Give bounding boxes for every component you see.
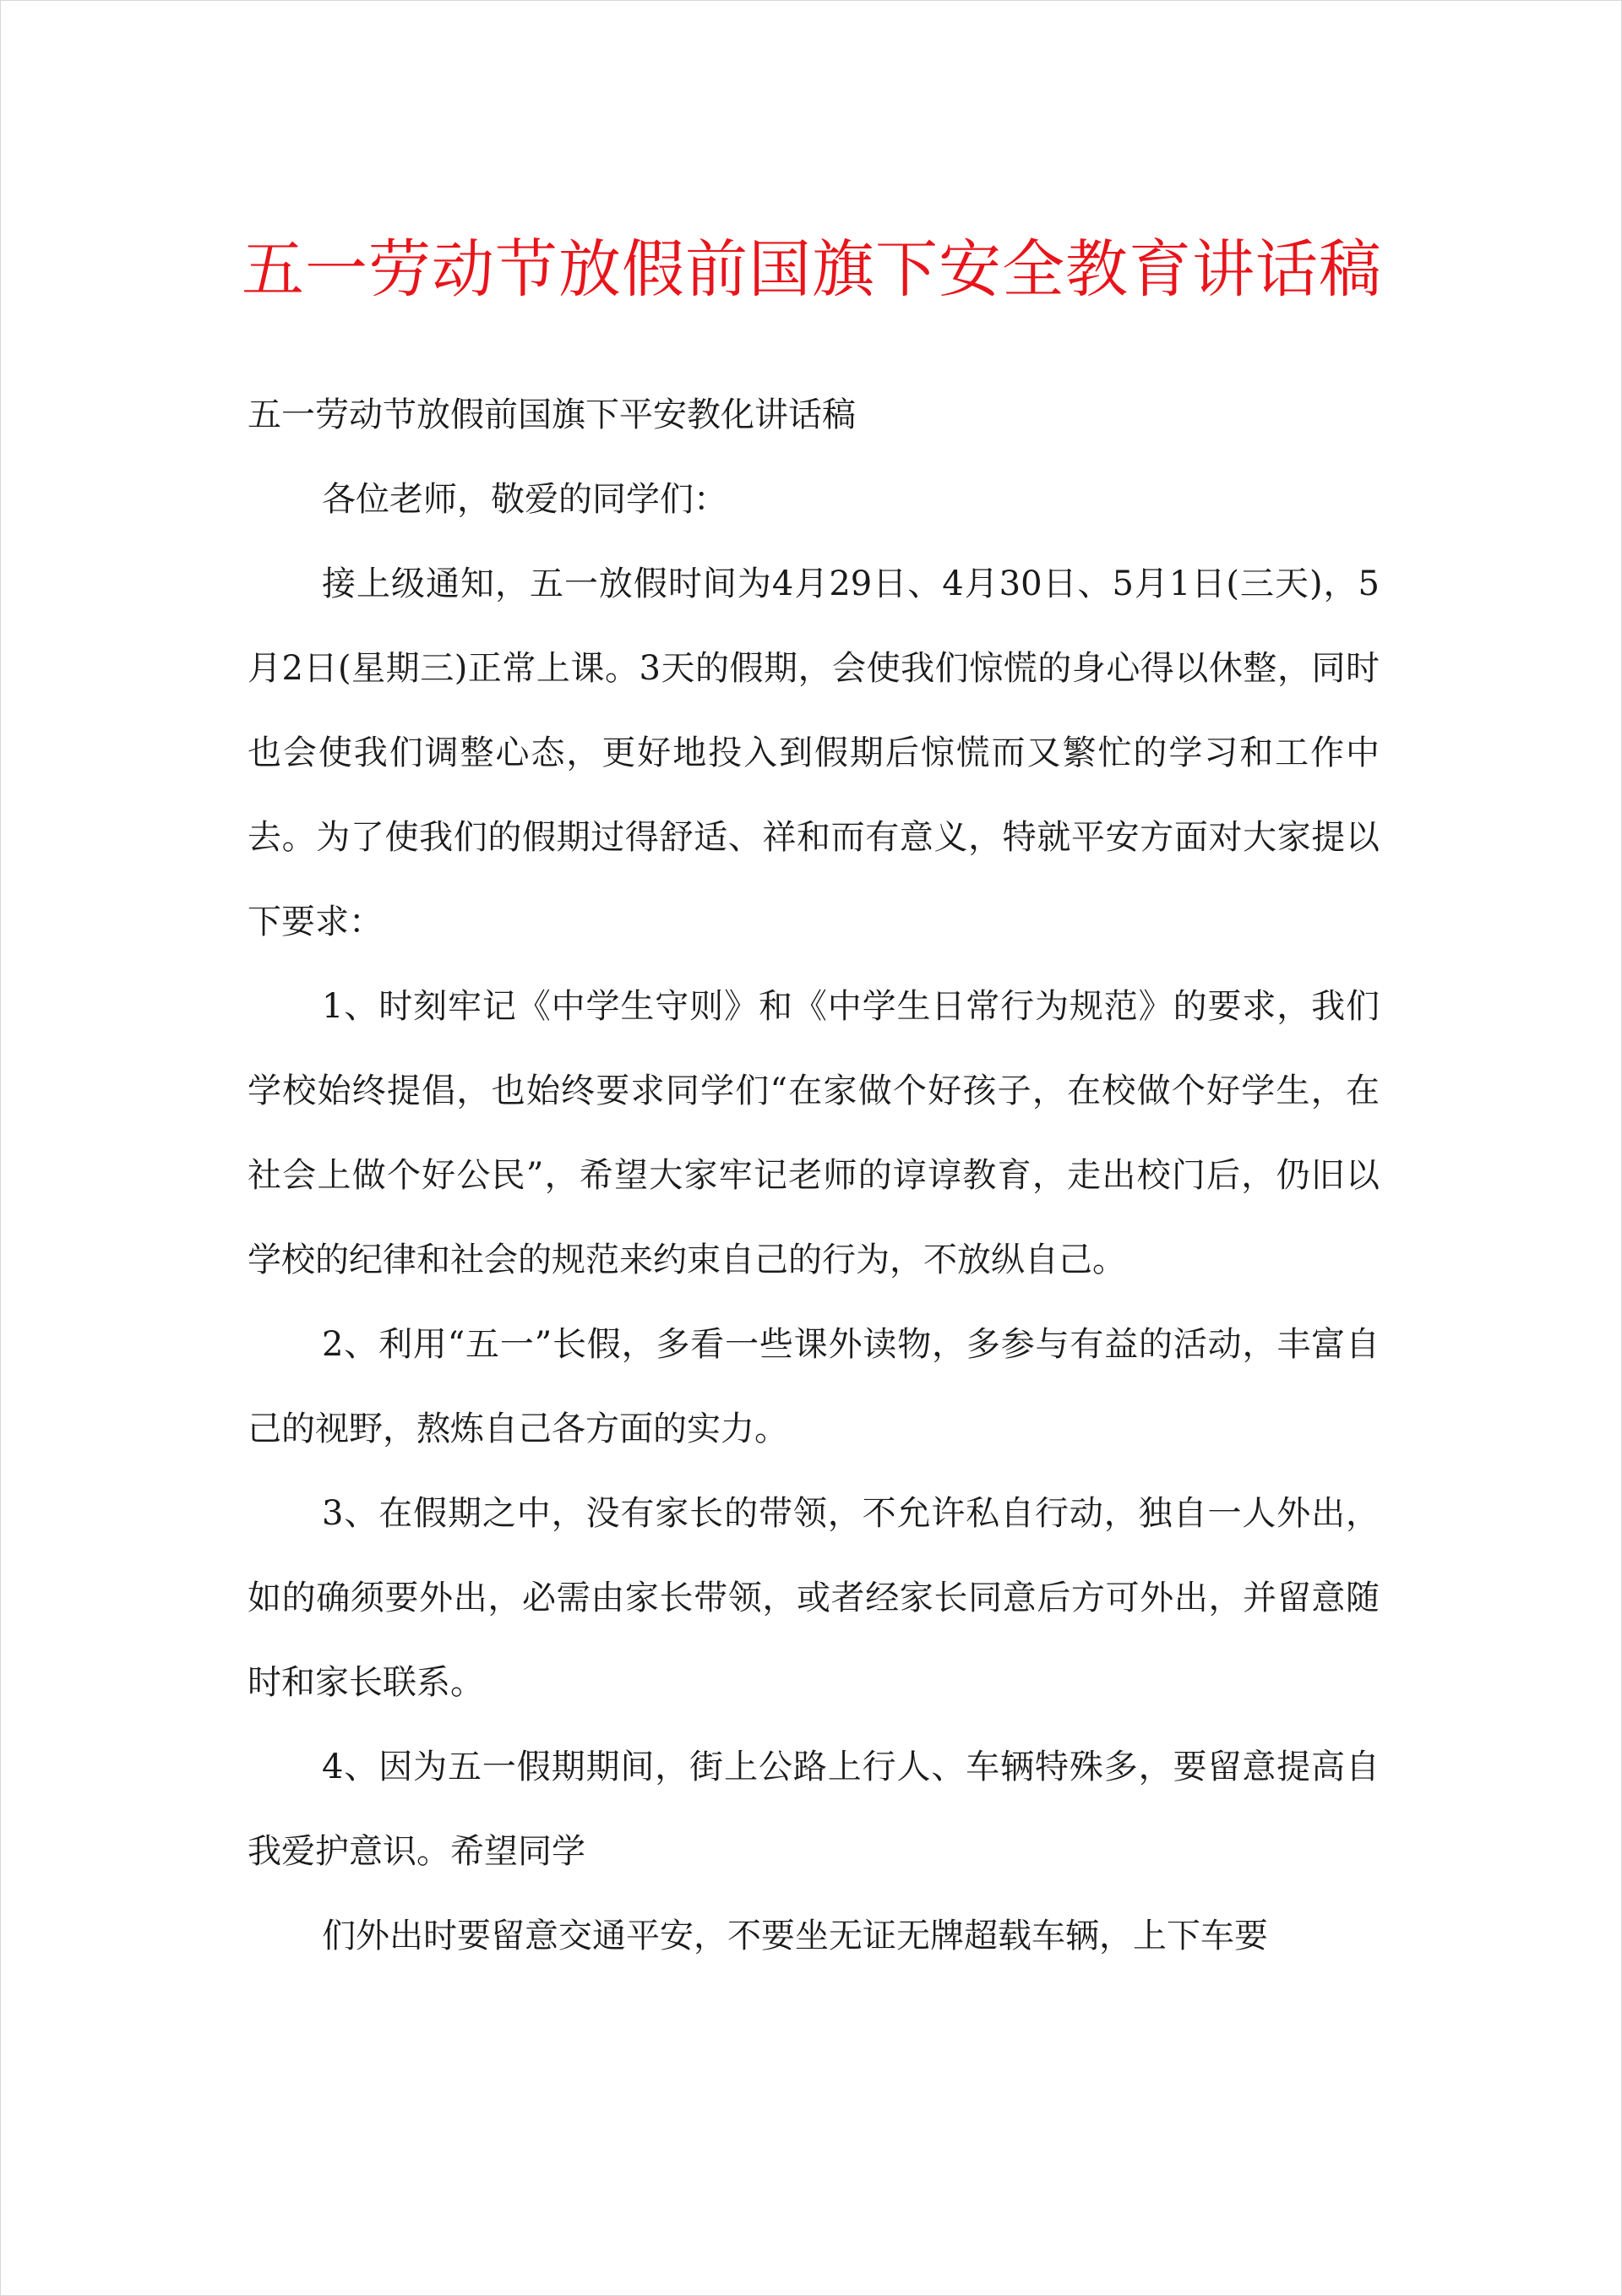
salutation: 各位老师，敬爱的同学们：	[322, 480, 727, 519]
paragraph-item-1: 1、时刻牢记《中学生守则》和《中学生日常行为规范》的要求，我们学校始终提倡，也始终要求同学们“在家做个好孩子，在校做个好学生，在社会上做个好公民”，希望大家牢记老师的谆谆教育，走出校门后，仍旧以学校的纪律和社会的规范来约束自己的行为，不放纵自己。	[248, 987, 1380, 1279]
paragraph-intro: 接上级通知，五一放假时间为4月29日、4月30日、5月1日(三天)，5月2日(星期三)正常上课。3天的假期，会使我们惊慌的身心得以休整，同时也会使我们调整心态，更好地投入到假期后惊慌而又繁忙的学习和工作中去。为了使我们的假期过得舒适、祥和而有意义，特就平安方面对大家提以下要求：	[248, 564, 1380, 941]
paragraph-item-4: 4、因为五一假期期间，街上公路上行人、车辆特殊多，要留意提高自我爱护意识。希望同学	[248, 1748, 1380, 1871]
paragraph-item-3: 3、在假期之中，没有家长的带领，不允许私自行动，独自一人外出，如的确须要外出，必需由家长带领，或者经家长同意后方可外出，并留意随时和家长联系。	[248, 1494, 1380, 1702]
document-body	[248, 373, 1380, 1978]
paragraph-item-2: 2、利用“五一”长假，多看一些课外读物，多参与有益的活动，丰富自己的视野，熬炼自己各方面的实力。	[248, 1325, 1380, 1448]
document-title: 五一劳动节放假前国旗下安全教育讲话稿	[242, 233, 1382, 306]
paragraph-continuation: 们外出时要留意交通平安，不要坐无证无牌超载车辆，上下车要	[322, 1917, 1268, 1955]
document-subtitle: 五一劳动节放假前国旗下平安教化讲话稿	[248, 395, 856, 434]
